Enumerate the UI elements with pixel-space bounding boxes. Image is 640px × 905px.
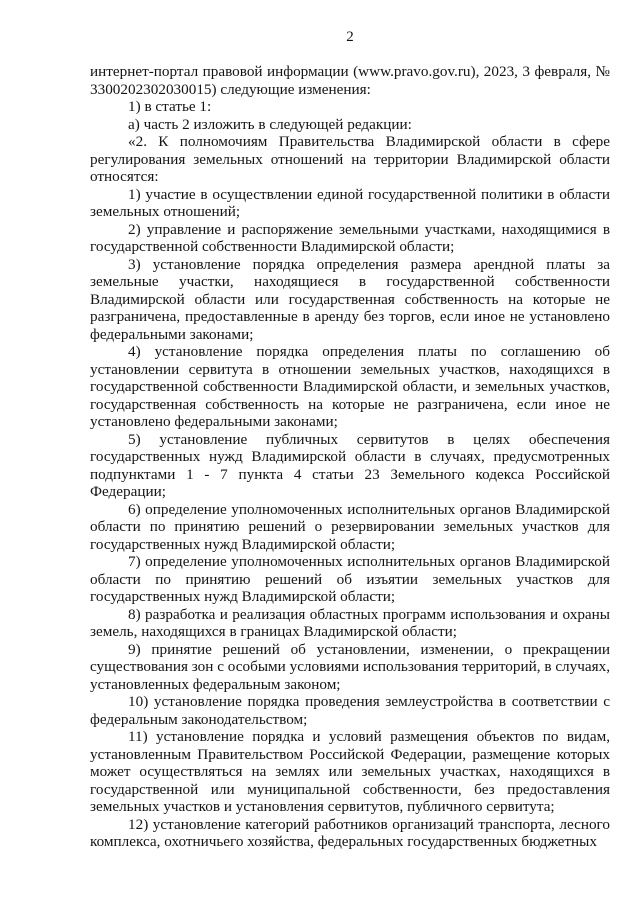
paragraph: 2) управление и распоряжение земельными участками, находящимися в государственной собственности Владимирской области; xyxy=(90,220,610,255)
paragraph: 1) в статье 1: xyxy=(128,98,212,115)
paragraph: 5) установление публичных сервитутов в целях обеспечения государственных нужд Владимирской области в случаях, предусмотренных подпунктами 1 - 7 пункта 4 статьи 23 Земельного кодекса Российской Федерации; xyxy=(90,430,610,500)
paragraph: 3) установление порядка определения размера арендной платы за земельные участки, находящиеся в государственной собственности Владимирской области или государственная собственность на которые не разграничена, предоставленные в аренду без торгов, если иное не установлено федеральными законами; xyxy=(90,255,610,343)
paragraph: 11) установление порядка и условий размещения объектов по видам, установленным Правительством Российской Федерации, размещение которых может осуществляться на землях или земельных участках, находящихся в государственной или муниципальной собственности, без предоставления земельных участков и установления сервитутов, публичного сервитута; xyxy=(90,728,610,815)
paragraph: 8) разработка и реализация областных программ использования и охраны земель, находящихся в границах Владимирской области; xyxy=(90,605,610,640)
paragraph: 9) принятие решений об установлении, изменении, о прекращении существования зон с особыми условиями использования территорий, в случаях, установленных федеральным законом; xyxy=(90,640,610,693)
paragraph: 7) определение уполномоченных исполнительных органов Владимирской области по принятию решений об изъятии земельных участков для государственных нужд Владимирской области; xyxy=(90,553,610,605)
paragraph: интернет-портал правовой информации (www.pravo.gov.ru), 2023, 3 февраля, № 3300202302030015) следующие изменения: xyxy=(90,63,610,98)
paragraph: 12) установление категорий работников организаций транспорта, лесного комплекса, охотничьего хозяйства, федеральных государственных бюджетных xyxy=(90,815,610,850)
page-number: 2 xyxy=(346,29,354,45)
document-body xyxy=(90,63,610,851)
paragraph: а) часть 2 изложить в следующей редакции: xyxy=(128,115,412,133)
paragraph: 1) участие в осуществлении единой государственной политики в области земельных отношений; xyxy=(90,185,610,220)
paragraph: 4) установление порядка определения платы по соглашению об установлении сервитута в отношении земельных участков, находящихся в государственной собственности Владимирской области, и земельных участков, государственная собственность на которые не разграничена, если иное не установлено федеральными законами; xyxy=(90,343,610,430)
paragraph: «2. К полномочиям Правительства Владимирской области в сфере регулирования земельных отношений на территории Владимирской области относятся: xyxy=(90,133,610,185)
paragraph: 6) определение уполномоченных исполнительных органов Владимирской области по принятию решений о резервировании земельных участков для государственных нужд Владимирской области; xyxy=(90,500,610,553)
paragraph: 10) установление порядка проведения землеустройства в соответствии с федеральным законодательством; xyxy=(90,693,610,728)
